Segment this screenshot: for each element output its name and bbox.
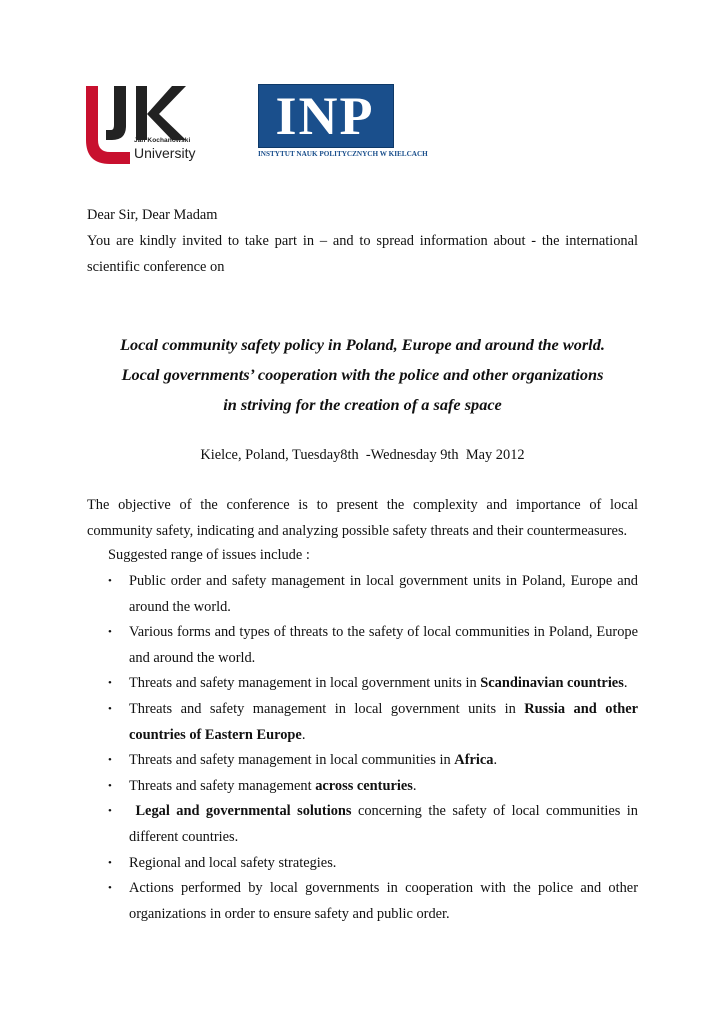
venue-and-dates: Kielce, Poland, Tuesday8th -Wednesday 9th May 2012 xyxy=(200,447,525,463)
list-item xyxy=(0,569,725,620)
bullet-icon: • xyxy=(108,677,112,690)
issue-text-end: . xyxy=(623,675,628,692)
issues-list xyxy=(0,569,725,927)
ujk-logo-mark-icon xyxy=(84,84,204,176)
list-item xyxy=(0,620,725,671)
bullet-icon: • xyxy=(108,856,112,869)
issue-emphasis: Russia and other countries of Eastern Europe xyxy=(129,700,639,743)
greeting: Dear Sir, Dear Madam xyxy=(87,207,218,223)
invitation-paragraph: You are kindly invited to take part in – and to spread information about - the international scientific conference on xyxy=(87,233,638,275)
list-item xyxy=(0,748,725,774)
issue-text-end: . xyxy=(412,777,417,794)
list-item xyxy=(0,876,725,927)
bullet-icon: • xyxy=(108,805,112,818)
issue-text: Actions performed by local governments in cooperation with the police and other organizations in order to ensure safety and public order. xyxy=(129,880,638,922)
bullet-icon: • xyxy=(108,626,112,639)
ujk-university-logo xyxy=(84,84,204,176)
conference-title-line-3: in striving for the creation of a safe space xyxy=(223,395,502,414)
list-item xyxy=(0,671,725,697)
issue-text: Regional and local safety strategies. xyxy=(129,854,337,871)
ujk-logo-line2: University xyxy=(134,145,196,161)
issue-text: Various forms and types of threats to the safety of local communities in Poland, Europe and around the world. xyxy=(129,624,638,666)
bullet-icon: • xyxy=(108,702,112,715)
issue-text: Threats and safety management xyxy=(129,777,316,794)
inp-logo-caption: INSTYTUT NAUK POLITYCZNYCH W KIELCACH xyxy=(258,150,428,158)
issue-text-end: . xyxy=(301,726,306,743)
issue-text-end: . xyxy=(493,752,498,769)
issues-intro: Suggested range of issues include : xyxy=(108,547,310,563)
bullet-icon: • xyxy=(108,882,112,895)
list-item xyxy=(0,774,725,800)
issue-text: Threats and safety management in local government units in xyxy=(129,675,481,692)
bullet-icon: • xyxy=(108,575,112,587)
issue-emphasis: across centuries xyxy=(315,777,413,794)
bullet-icon: • xyxy=(108,754,112,767)
issue-text: Threats and safety management in local government units in xyxy=(129,700,525,717)
list-item xyxy=(0,697,725,748)
inp-logo-letters: INP xyxy=(275,86,375,146)
issue-emphasis: Africa xyxy=(454,752,494,769)
conference-title-line-1: Local community safety policy in Poland, Europe and around the world. xyxy=(120,335,605,354)
list-item xyxy=(0,851,725,877)
issue-text: Public order and safety management in local government units in Poland, Europe and around the world. xyxy=(129,573,638,615)
ujk-logo-line1: Jan Kochanowski xyxy=(134,137,191,144)
objective-paragraph: The objective of the conference is to present the complexity and importance of local community safety, indicating and analyzing possible safety threats and their countermeasures. xyxy=(87,497,638,539)
ujk-logo-text xyxy=(134,137,195,161)
inp-institute-logo xyxy=(258,84,428,162)
bullet-icon: • xyxy=(108,779,112,792)
issue-emphasis: Scandinavian countries xyxy=(480,675,624,692)
issue-text-end: concerning the safety of local communities in different countries. xyxy=(129,803,638,845)
conference-title-line-2: Local governments’ cooperation with the police and other organizations xyxy=(121,365,604,384)
issue-emphasis: Legal and governmental solutions xyxy=(135,803,352,820)
issue-text: Threats and safety management in local communities in xyxy=(129,752,455,769)
list-item xyxy=(0,799,725,850)
